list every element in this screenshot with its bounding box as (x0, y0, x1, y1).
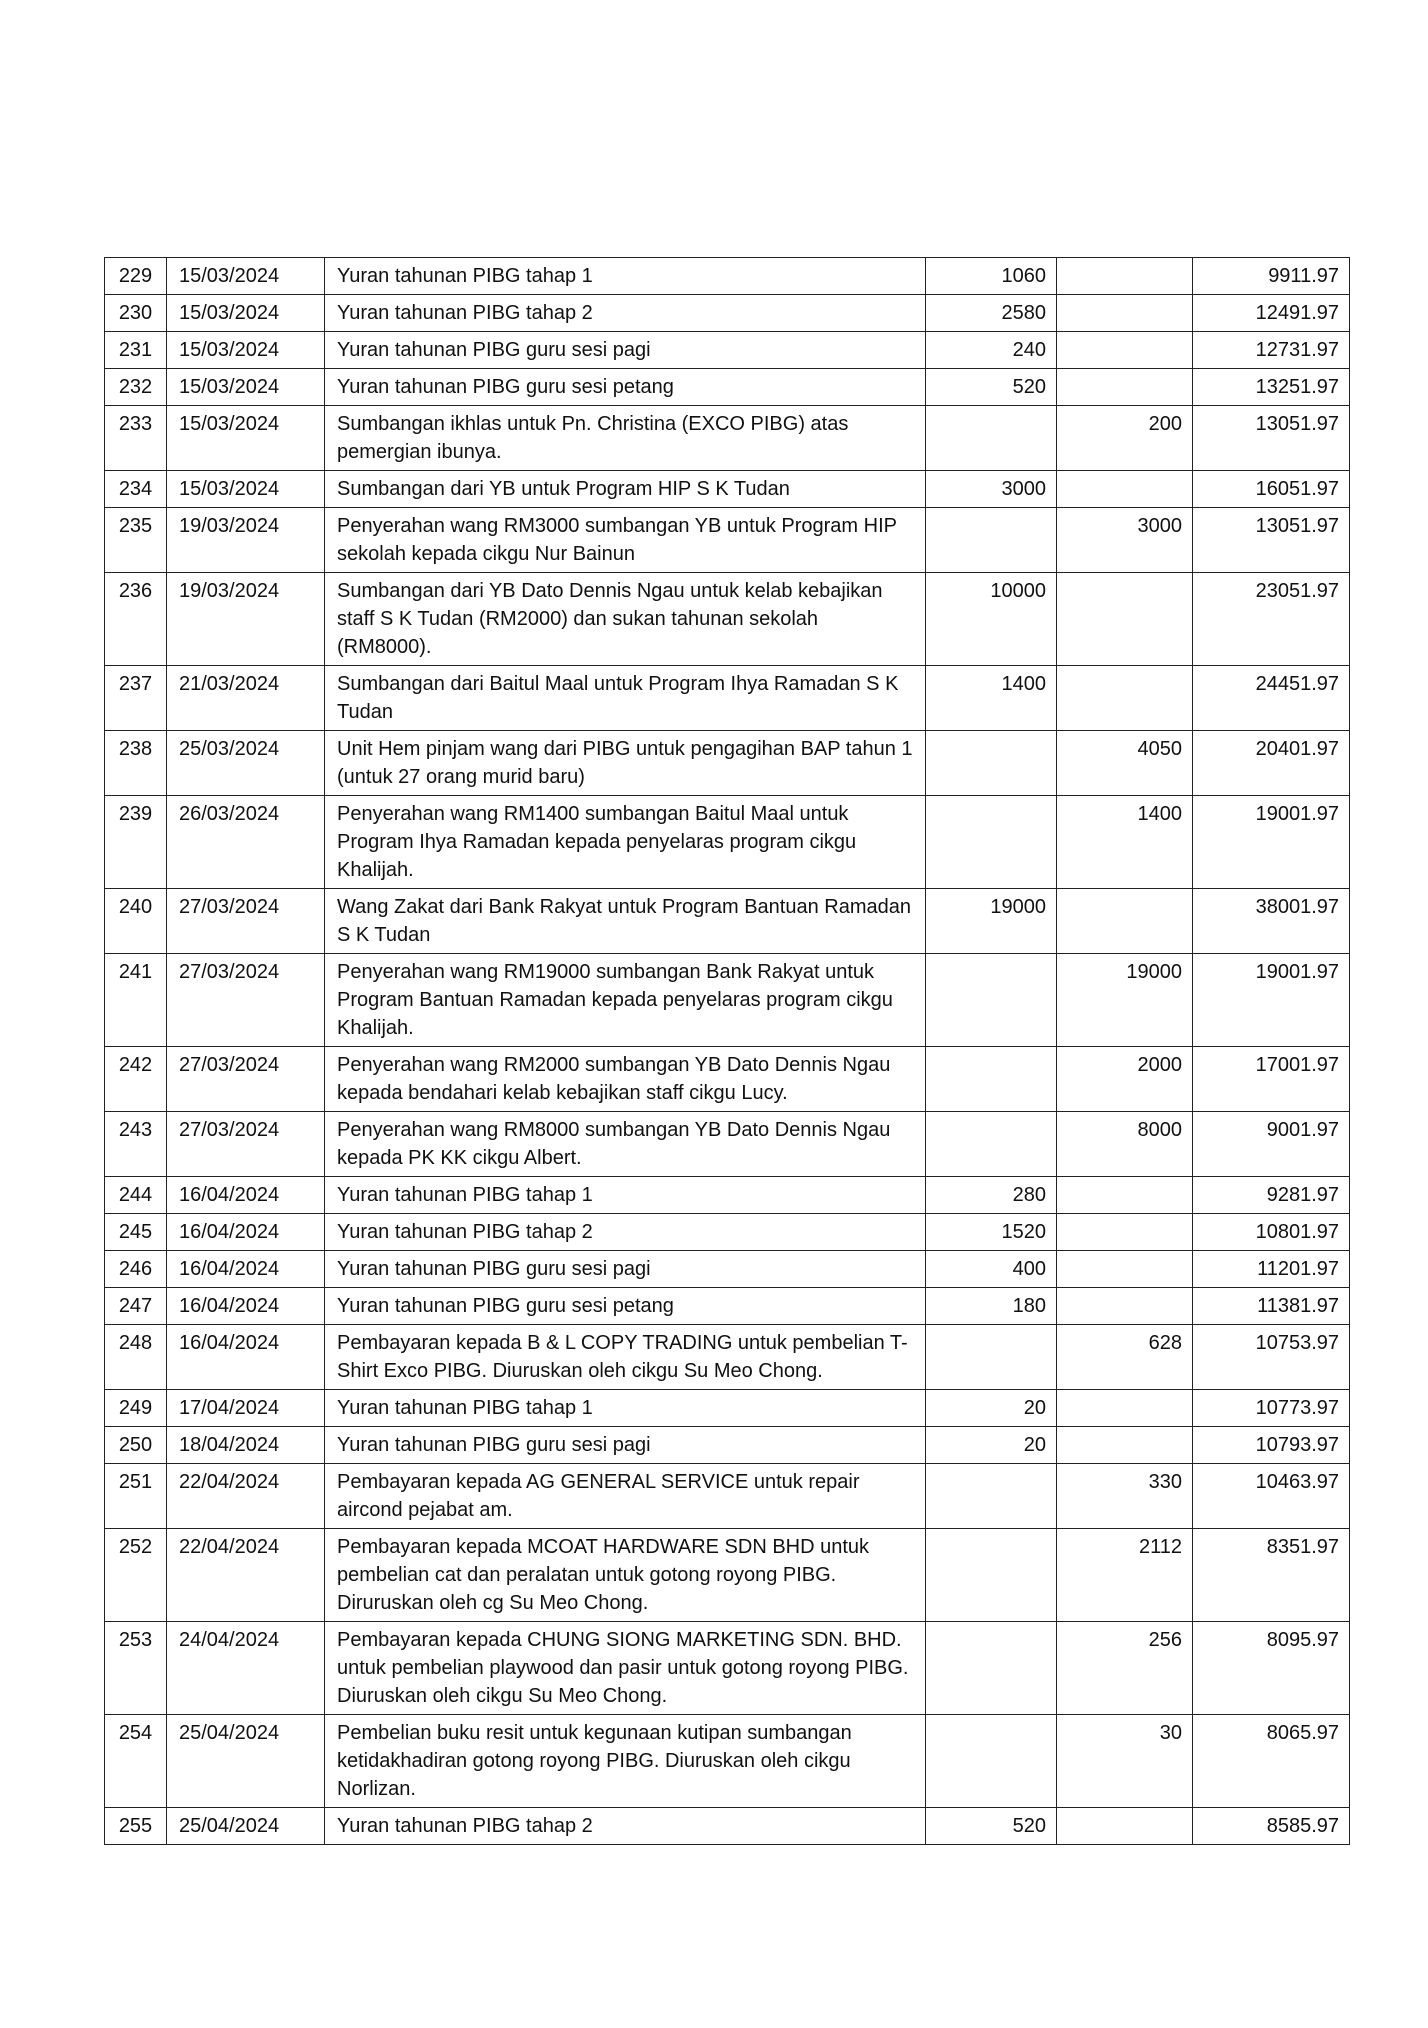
row-amount-out (1057, 1177, 1193, 1214)
row-date: 15/03/2024 (167, 406, 325, 471)
table-row (105, 1390, 1350, 1427)
row-number: 244 (105, 1177, 167, 1214)
table-row (105, 406, 1350, 471)
row-amount-in (926, 1464, 1057, 1529)
row-date: 16/04/2024 (167, 1325, 325, 1390)
table-row (105, 796, 1350, 889)
row-date: 25/03/2024 (167, 731, 325, 796)
table-row (105, 731, 1350, 796)
row-number: 248 (105, 1325, 167, 1390)
row-description: Unit Hem pinjam wang dari PIBG untuk pengagihan BAP tahun 1 (untuk 27 orang murid baru) (325, 731, 926, 796)
table-row (105, 1464, 1350, 1529)
row-number: 245 (105, 1214, 167, 1251)
row-number: 234 (105, 471, 167, 508)
row-date: 15/03/2024 (167, 471, 325, 508)
row-amount-out (1057, 1288, 1193, 1325)
row-date: 18/04/2024 (167, 1427, 325, 1464)
row-amount-out: 200 (1057, 406, 1193, 471)
row-balance: 11381.97 (1193, 1288, 1350, 1325)
row-amount-out: 3000 (1057, 508, 1193, 573)
ledger-table (104, 257, 1350, 1845)
row-number: 253 (105, 1622, 167, 1715)
row-amount-in (926, 508, 1057, 573)
row-balance: 8095.97 (1193, 1622, 1350, 1715)
row-description: Sumbangan dari YB Dato Dennis Ngau untuk kelab kebajikan staff S K Tudan (RM2000) dan sukan tahunan sekolah (RM8000). (325, 573, 926, 666)
row-amount-out (1057, 1251, 1193, 1288)
row-description: Yuran tahunan PIBG tahap 2 (325, 295, 926, 332)
row-amount-in (926, 1715, 1057, 1808)
row-date: 27/03/2024 (167, 1112, 325, 1177)
row-number: 232 (105, 369, 167, 406)
row-number: 231 (105, 332, 167, 369)
row-number: 255 (105, 1808, 167, 1845)
row-amount-in: 520 (926, 369, 1057, 406)
row-number: 254 (105, 1715, 167, 1808)
row-description: Yuran tahunan PIBG tahap 2 (325, 1808, 926, 1845)
row-amount-in (926, 1047, 1057, 1112)
row-number: 240 (105, 889, 167, 954)
row-amount-out (1057, 332, 1193, 369)
row-number: 233 (105, 406, 167, 471)
row-number: 241 (105, 954, 167, 1047)
row-balance: 8065.97 (1193, 1715, 1350, 1808)
row-date: 24/04/2024 (167, 1622, 325, 1715)
row-amount-in: 1520 (926, 1214, 1057, 1251)
row-number: 246 (105, 1251, 167, 1288)
table-row (105, 295, 1350, 332)
row-amount-in (926, 796, 1057, 889)
row-balance: 19001.97 (1193, 954, 1350, 1047)
row-description: Yuran tahunan PIBG guru sesi petang (325, 1288, 926, 1325)
row-amount-out (1057, 1427, 1193, 1464)
row-date: 15/03/2024 (167, 332, 325, 369)
row-amount-in: 10000 (926, 573, 1057, 666)
row-amount-in: 19000 (926, 889, 1057, 954)
row-amount-out (1057, 295, 1193, 332)
row-balance: 10753.97 (1193, 1325, 1350, 1390)
table-row (105, 1288, 1350, 1325)
row-balance: 13251.97 (1193, 369, 1350, 406)
row-balance: 10793.97 (1193, 1427, 1350, 1464)
row-number: 251 (105, 1464, 167, 1529)
table-row (105, 1251, 1350, 1288)
row-amount-out: 1400 (1057, 796, 1193, 889)
row-date: 19/03/2024 (167, 508, 325, 573)
table-row (105, 332, 1350, 369)
row-amount-in: 400 (926, 1251, 1057, 1288)
row-amount-in: 20 (926, 1390, 1057, 1427)
row-description: Penyerahan wang RM8000 sumbangan YB Dato Dennis Ngau kepada PK KK cikgu Albert. (325, 1112, 926, 1177)
row-number: 238 (105, 731, 167, 796)
row-amount-in: 280 (926, 1177, 1057, 1214)
table-row (105, 1112, 1350, 1177)
row-number: 236 (105, 573, 167, 666)
row-description: Sumbangan dari YB untuk Program HIP S K Tudan (325, 471, 926, 508)
row-balance: 13051.97 (1193, 508, 1350, 573)
row-amount-out (1057, 1808, 1193, 1845)
row-description: Pembayaran kepada AG GENERAL SERVICE untuk repair aircond pejabat am. (325, 1464, 926, 1529)
row-number: 230 (105, 295, 167, 332)
row-description: Pembayaran kepada B & L COPY TRADING untuk pembelian T-Shirt Exco PIBG. Diuruskan oleh cikgu Su Meo Chong. (325, 1325, 926, 1390)
row-date: 17/04/2024 (167, 1390, 325, 1427)
row-balance: 8585.97 (1193, 1808, 1350, 1845)
row-amount-in: 1400 (926, 666, 1057, 731)
row-description: Pembayaran kepada CHUNG SIONG MARKETING SDN. BHD. untuk pembelian playwood dan pasir untuk gotong royong PIBG. Diuruskan oleh cikgu Su Meo Chong. (325, 1622, 926, 1715)
row-date: 15/03/2024 (167, 369, 325, 406)
row-date: 16/04/2024 (167, 1214, 325, 1251)
row-number: 243 (105, 1112, 167, 1177)
row-amount-out: 30 (1057, 1715, 1193, 1808)
table-row (105, 1715, 1350, 1808)
row-date: 25/04/2024 (167, 1715, 325, 1808)
row-amount-out: 330 (1057, 1464, 1193, 1529)
row-description: Penyerahan wang RM1400 sumbangan Baitul Maal untuk Program Ihya Ramadan kepada penyelaras program cikgu Khalijah. (325, 796, 926, 889)
row-amount-out: 4050 (1057, 731, 1193, 796)
row-amount-in (926, 1112, 1057, 1177)
table-row (105, 954, 1350, 1047)
row-balance: 13051.97 (1193, 406, 1350, 471)
row-balance: 9911.97 (1193, 258, 1350, 295)
row-amount-out (1057, 1214, 1193, 1251)
table-row (105, 1808, 1350, 1845)
ledger-body (105, 258, 1350, 1845)
row-description: Yuran tahunan PIBG tahap 1 (325, 1177, 926, 1214)
row-amount-out: 8000 (1057, 1112, 1193, 1177)
row-description: Sumbangan ikhlas untuk Pn. Christina (EXCO PIBG) atas pemergian ibunya. (325, 406, 926, 471)
row-date: 22/04/2024 (167, 1529, 325, 1622)
row-date: 26/03/2024 (167, 796, 325, 889)
row-amount-out: 256 (1057, 1622, 1193, 1715)
table-row (105, 258, 1350, 295)
row-date: 19/03/2024 (167, 573, 325, 666)
row-amount-out (1057, 471, 1193, 508)
row-description: Penyerahan wang RM3000 sumbangan YB untuk Program HIP sekolah kepada cikgu Nur Bainun (325, 508, 926, 573)
row-balance: 10463.97 (1193, 1464, 1350, 1529)
table-row (105, 1325, 1350, 1390)
row-date: 27/03/2024 (167, 1047, 325, 1112)
row-description: Yuran tahunan PIBG guru sesi petang (325, 369, 926, 406)
row-date: 25/04/2024 (167, 1808, 325, 1845)
row-amount-out: 2112 (1057, 1529, 1193, 1622)
row-amount-in: 520 (926, 1808, 1057, 1845)
row-number: 242 (105, 1047, 167, 1112)
table-row (105, 508, 1350, 573)
table-row (105, 1427, 1350, 1464)
row-description: Yuran tahunan PIBG tahap 1 (325, 1390, 926, 1427)
row-number: 237 (105, 666, 167, 731)
row-balance: 9281.97 (1193, 1177, 1350, 1214)
row-date: 27/03/2024 (167, 889, 325, 954)
row-date: 21/03/2024 (167, 666, 325, 731)
row-amount-in (926, 1325, 1057, 1390)
row-amount-out (1057, 666, 1193, 731)
row-number: 229 (105, 258, 167, 295)
row-date: 15/03/2024 (167, 258, 325, 295)
row-amount-out (1057, 1390, 1193, 1427)
row-amount-in (926, 1529, 1057, 1622)
row-balance: 12491.97 (1193, 295, 1350, 332)
row-date: 15/03/2024 (167, 295, 325, 332)
row-description: Yuran tahunan PIBG guru sesi pagi (325, 332, 926, 369)
row-balance: 24451.97 (1193, 666, 1350, 731)
row-description: Yuran tahunan PIBG tahap 2 (325, 1214, 926, 1251)
row-amount-in: 2580 (926, 295, 1057, 332)
row-balance: 9001.97 (1193, 1112, 1350, 1177)
row-description: Yuran tahunan PIBG guru sesi pagi (325, 1251, 926, 1288)
row-amount-out: 2000 (1057, 1047, 1193, 1112)
table-row (105, 369, 1350, 406)
table-row (105, 1622, 1350, 1715)
table-row (105, 1177, 1350, 1214)
row-amount-in: 3000 (926, 471, 1057, 508)
row-description: Wang Zakat dari Bank Rakyat untuk Program Bantuan Ramadan S K Tudan (325, 889, 926, 954)
row-date: 22/04/2024 (167, 1464, 325, 1529)
table-row (105, 471, 1350, 508)
row-number: 239 (105, 796, 167, 889)
row-amount-in: 180 (926, 1288, 1057, 1325)
row-amount-in (926, 731, 1057, 796)
row-description: Pembayaran kepada MCOAT HARDWARE SDN BHD untuk pembelian cat dan peralatan untuk gotong royong PIBG. Diruruskan oleh cg Su Meo Chong. (325, 1529, 926, 1622)
table-row (105, 573, 1350, 666)
row-amount-out (1057, 573, 1193, 666)
table-row (105, 1529, 1350, 1622)
row-description: Penyerahan wang RM2000 sumbangan YB Dato Dennis Ngau kepada bendahari kelab kebajikan staff cikgu Lucy. (325, 1047, 926, 1112)
row-amount-out (1057, 369, 1193, 406)
row-date: 16/04/2024 (167, 1177, 325, 1214)
row-balance: 38001.97 (1193, 889, 1350, 954)
table-row (105, 666, 1350, 731)
row-number: 235 (105, 508, 167, 573)
row-description: Yuran tahunan PIBG tahap 1 (325, 258, 926, 295)
row-date: 27/03/2024 (167, 954, 325, 1047)
row-number: 252 (105, 1529, 167, 1622)
row-number: 249 (105, 1390, 167, 1427)
row-amount-in (926, 1622, 1057, 1715)
row-description: Sumbangan dari Baitul Maal untuk Program Ihya Ramadan S K Tudan (325, 666, 926, 731)
row-balance: 23051.97 (1193, 573, 1350, 666)
row-description: Penyerahan wang RM19000 sumbangan Bank Rakyat untuk Program Bantuan Ramadan kepada penyelaras program cikgu Khalijah. (325, 954, 926, 1047)
table-row (105, 1214, 1350, 1251)
row-amount-out (1057, 889, 1193, 954)
row-amount-in (926, 954, 1057, 1047)
row-description: Yuran tahunan PIBG guru sesi pagi (325, 1427, 926, 1464)
row-amount-in: 20 (926, 1427, 1057, 1464)
row-balance: 16051.97 (1193, 471, 1350, 508)
row-amount-in: 240 (926, 332, 1057, 369)
row-balance: 17001.97 (1193, 1047, 1350, 1112)
row-amount-out: 628 (1057, 1325, 1193, 1390)
row-amount-out: 19000 (1057, 954, 1193, 1047)
row-balance: 12731.97 (1193, 332, 1350, 369)
row-number: 247 (105, 1288, 167, 1325)
row-balance: 10773.97 (1193, 1390, 1350, 1427)
row-number: 250 (105, 1427, 167, 1464)
row-balance: 11201.97 (1193, 1251, 1350, 1288)
row-amount-in: 1060 (926, 258, 1057, 295)
table-row (105, 1047, 1350, 1112)
row-balance: 8351.97 (1193, 1529, 1350, 1622)
row-balance: 20401.97 (1193, 731, 1350, 796)
row-description: Pembelian buku resit untuk kegunaan kutipan sumbangan ketidakhadiran gotong royong PIBG. Diuruskan oleh cikgu Norlizan. (325, 1715, 926, 1808)
row-balance: 19001.97 (1193, 796, 1350, 889)
row-date: 16/04/2024 (167, 1288, 325, 1325)
row-amount-in (926, 406, 1057, 471)
row-date: 16/04/2024 (167, 1251, 325, 1288)
row-amount-out (1057, 258, 1193, 295)
table-row (105, 889, 1350, 954)
row-balance: 10801.97 (1193, 1214, 1350, 1251)
